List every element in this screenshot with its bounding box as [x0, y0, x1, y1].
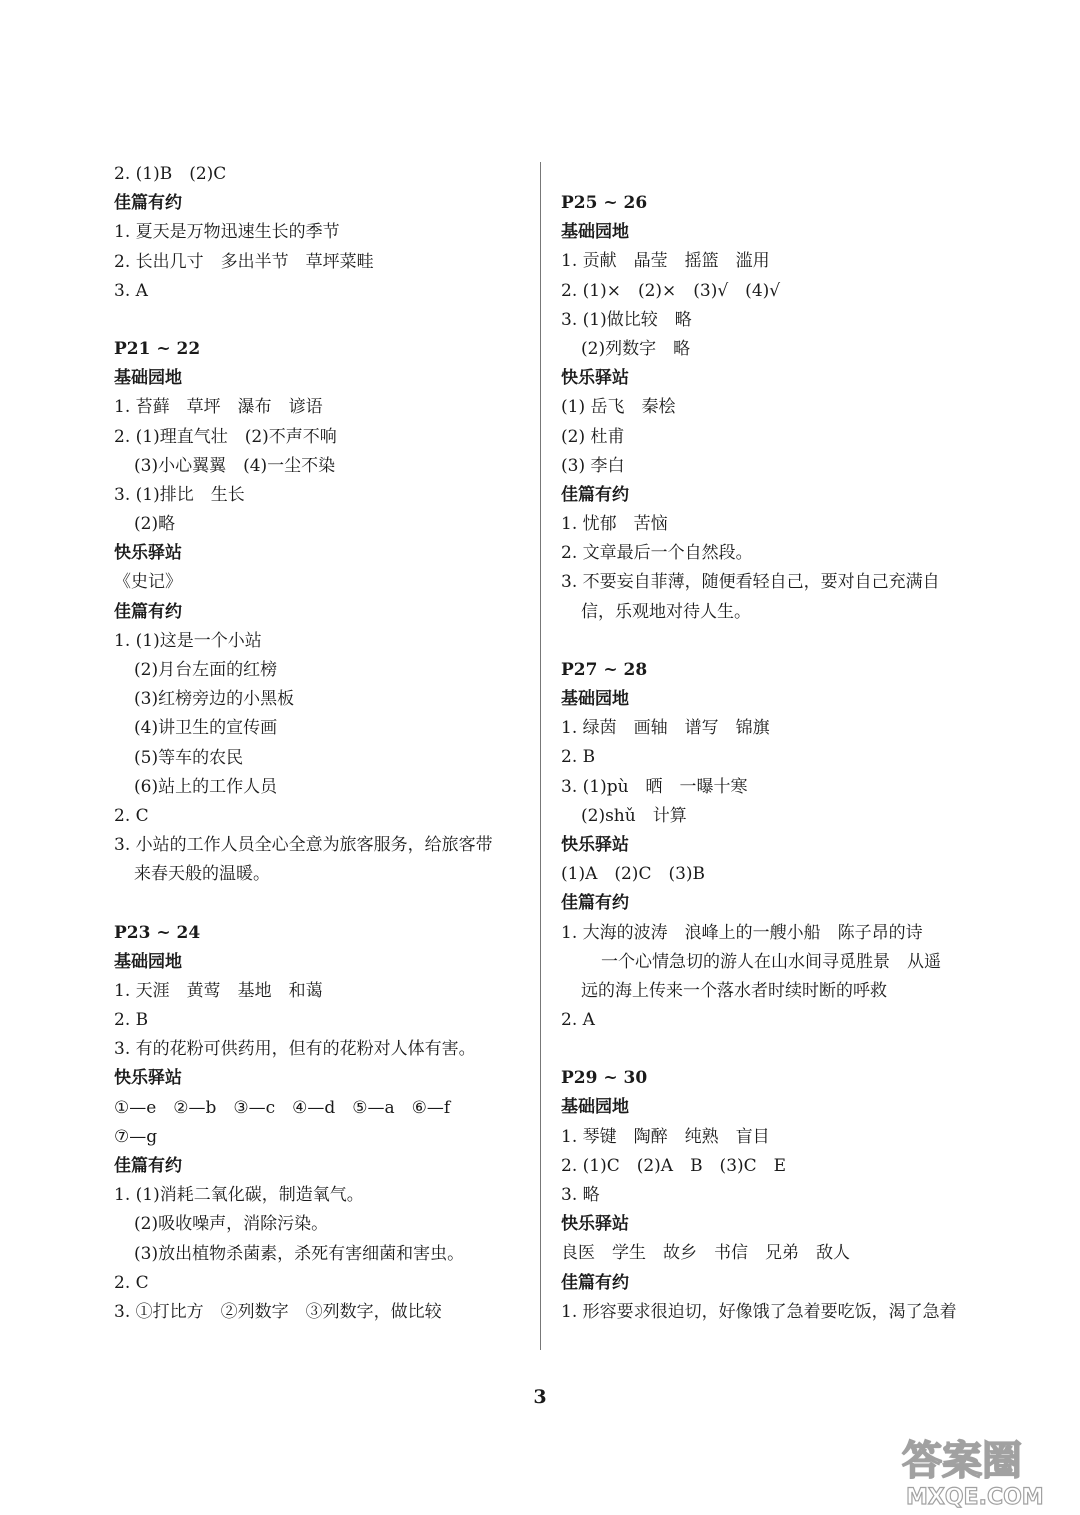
section-heading: 基础园地: [561, 222, 629, 243]
page-range-heading: P29 ~ 30: [561, 1068, 648, 1089]
page-range-heading: P23 ~ 24: [114, 922, 201, 943]
answer-line: 1. 琴键 陶醉 纯熟 盲目: [561, 1126, 770, 1147]
answer-line: 2. A: [561, 1010, 595, 1031]
answer-line: (3)红榜旁边的小黑板: [134, 689, 295, 710]
watermark-logo-text: 答案圈: [902, 1438, 1022, 1484]
answer-line: 2. (1)× (2)× (3)√ (4)√: [561, 280, 781, 301]
answer-line: 远的海上传来一个落水者时续时断的呼救: [581, 980, 887, 1001]
answer-line: (2)吸收噪声，消除污染。: [134, 1214, 329, 1235]
section-heading: 快乐驿站: [561, 1214, 629, 1235]
answer-line: 3. A: [114, 280, 148, 301]
answer-line: 1. 苔藓 草坪 瀑布 谚语: [114, 397, 323, 418]
answer-line: (2)列数字 略: [581, 338, 691, 359]
section-heading: 佳篇有约: [561, 893, 629, 914]
page-range-heading: P27 ~ 28: [561, 659, 648, 680]
page-range-heading: P25 ~ 26: [561, 193, 648, 213]
answer-line: 1. 天涯 黄莺 基地 和蔼: [114, 980, 323, 1001]
answer-line: 一个心情急切的游人在山水间寻觅胜景 从遥: [601, 951, 941, 972]
answer-line: 3. 不要妄自菲薄，随便看轻自己，要对自己充满自: [561, 572, 940, 593]
answer-line: (1) 岳飞 秦桧: [561, 397, 676, 418]
answer-line: 《史记》: [114, 572, 182, 593]
answer-line: 良医 学生 故乡 书信 兄弟 敌人: [561, 1243, 850, 1264]
answer-line: 2. C: [114, 1272, 149, 1293]
answer-line: 2. 长出几寸 多出半节 草坪菜畦: [114, 251, 374, 272]
section-heading: 基础园地: [561, 689, 629, 709]
answer-line: 3. 小站的工作人员全心全意为旅客服务，给旅客带: [114, 835, 493, 856]
section-heading: 快乐驿站: [114, 543, 182, 564]
answer-line: 2. (1)理直气壮 (2)不声不响: [114, 426, 337, 447]
answer-line: 3. (1)做比较 略: [561, 309, 692, 330]
section-heading: 佳篇有约: [114, 601, 182, 622]
answer-line: 2. B: [114, 1010, 149, 1031]
section-heading: 佳篇有约: [561, 484, 629, 505]
answer-line: 3. 有的花粉可供药用，但有的花粉对人体有害。: [114, 1039, 476, 1060]
answer-line: 3. 略: [561, 1185, 600, 1205]
answer-line: (3)小心翼翼 (4)一尘不染: [134, 455, 336, 476]
answer-line: (3)放出植物杀菌素，杀死有害细菌和害虫。: [134, 1243, 465, 1264]
answer-line: (2) 杜甫: [561, 426, 625, 447]
answer-line: (5)等车的农民: [134, 747, 244, 768]
answer-line: (2)月台左面的红榜: [134, 660, 278, 680]
watermark-logo-icon: [896, 1430, 1072, 1510]
answer-line: 来春天般的温暖。: [134, 864, 270, 885]
answer-line: 3. (1)排比 生长: [114, 484, 245, 505]
section-heading: 佳篇有约: [114, 193, 182, 214]
section-heading: 佳篇有约: [114, 1156, 182, 1176]
answer-line: 1. 忧郁 苦恼: [561, 514, 668, 535]
answer-line: 2. 文章最后一个自然段。: [561, 543, 753, 564]
answer-line: (4)讲卫生的宣传画: [134, 718, 278, 739]
section-heading: 快乐驿站: [561, 368, 629, 389]
spacer: [114, 306, 524, 335]
answer-line: 1. 形容要求很迫切，好像饿了急着要吃饭，渴了急着: [561, 1301, 957, 1322]
answer-line: 3. ①打比方 ②列数字 ③列数字，做比较: [114, 1301, 442, 1322]
answer-line: 2. (1)B (2)C: [114, 164, 227, 184]
answer-line: 2. (1)C (2)A B (3)C E: [561, 1155, 787, 1176]
section-heading: 快乐驿站: [561, 834, 629, 855]
section-heading: 基础园地: [114, 951, 182, 972]
answer-line: 1. 夏天是万物迅速生长的季节: [114, 222, 340, 243]
answer-line: 信，乐观地对待人生。: [581, 601, 751, 622]
column-divider: [540, 162, 541, 1350]
section-heading: 佳篇有约: [561, 1272, 629, 1293]
answer-line: 1. 绿茵 画轴 谱写 锦旗: [561, 718, 770, 739]
page-number: 3: [533, 1386, 547, 1408]
answer-line: 3. (1)pù 晒 一曝十寒: [561, 776, 748, 797]
answer-line: ①—e ②—b ③—c ④—d ⑤—a ⑥—f: [114, 1097, 451, 1118]
section-heading: 基础园地: [114, 368, 182, 389]
answer-line: 1. 贡献 晶莹 摇篮 滥用: [561, 251, 770, 272]
answer-line: 2. B: [561, 747, 596, 768]
answer-line: (6)站上的工作人员: [134, 776, 278, 797]
page-range-heading: P21 ~ 22: [114, 338, 201, 359]
answer-line: 1. (1)消耗二氧化碳，制造氧气。: [114, 1185, 364, 1206]
answer-line: (2)略: [134, 514, 176, 535]
answer-line: ⑦—g: [114, 1126, 158, 1147]
answer-line: (3) 李白: [561, 455, 625, 476]
section-heading: 基础园地: [561, 1097, 629, 1118]
right-column: [561, 160, 981, 1327]
answer-line: (1)A (2)C (3)B: [561, 864, 706, 885]
answer-line: 1. (1)这是一个小站: [114, 630, 262, 651]
spacer: [561, 160, 981, 189]
watermark-logo: [896, 1430, 1072, 1510]
spacer: [561, 1035, 981, 1064]
spacer: [114, 890, 524, 919]
watermark-site-text: MXQE.COM: [906, 1485, 1044, 1510]
answer-line: 2. C: [114, 805, 149, 826]
answer-line: (2)shǔ 计算: [581, 805, 687, 826]
answer-line: 1. 大海的波涛 浪峰上的一艘小船 陈子昂的诗: [561, 922, 923, 943]
left-column: [114, 160, 524, 1327]
spacer: [561, 627, 981, 656]
section-heading: 快乐驿站: [114, 1068, 182, 1089]
